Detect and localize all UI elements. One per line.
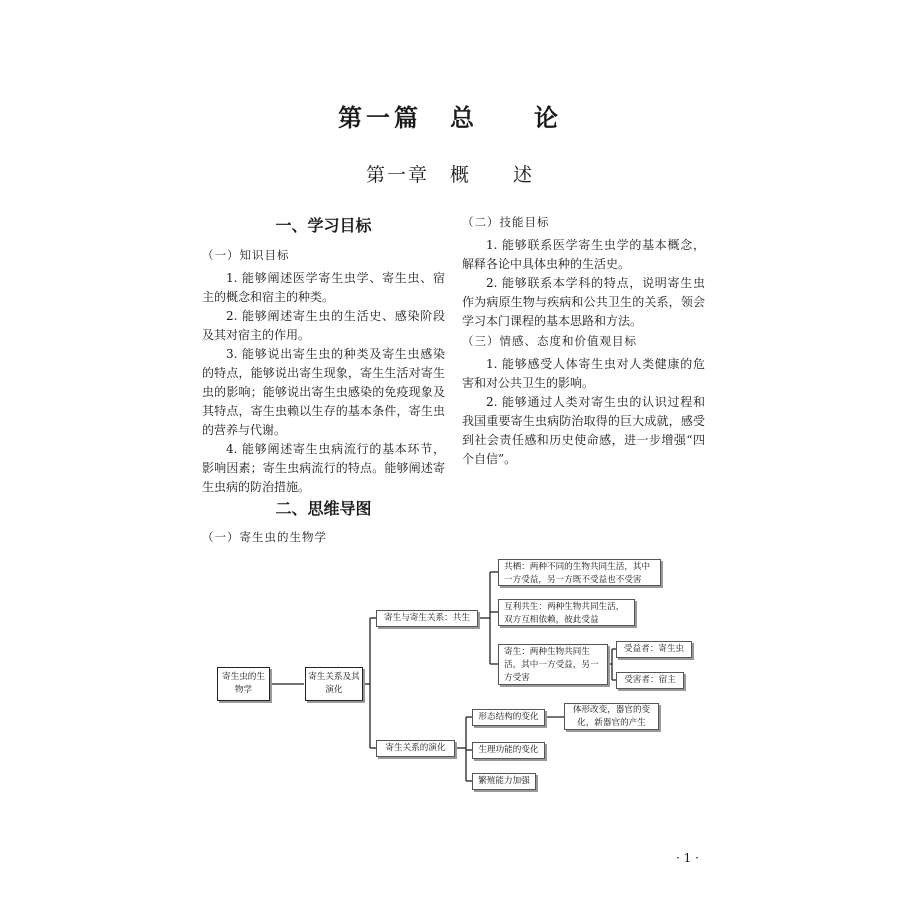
skill-item: 2. 能够联系本学科的特点，说明寄生虫作为病原生物与疾病和公共卫生的关系，领会学习本门课程的基本思路和方法。 <box>462 276 705 328</box>
knowledge-item: 4. 能够阐述寄生虫病流行的基本环节，影响因素；寄生虫病流行的特点。能够阐述寄生虫病的防治措施。 <box>202 442 445 494</box>
mindmap-commensalism-node: 共栖：两种不同的生物共同生活，其中一方受益，另一方既不受益也不受害 <box>498 559 661 586</box>
skill-item: 1. 能够联系医学寄生虫学的基本概念，解释各论中具体虫种的生活史。 <box>462 238 705 271</box>
section-learning-objectives-title: 一、学习目标 <box>275 216 372 235</box>
mindmap-evolution-node: 寄生关系的演化 <box>376 740 455 757</box>
affect-item: 1. 能够感受人体寄生虫对人类健康的危害和对公共卫生的影响。 <box>462 357 705 390</box>
knowledge-item: 3. 能够说出寄生虫的种类及寄生虫感染的特点，能够说出寄生现象，寄生生活对寄生虫的影响；能够说出寄生虫感染的免疫现象及其特点，寄生虫赖以生存的基本条件，寄生虫的营养与代谢。 <box>202 347 445 437</box>
mindmap-harmed-node: 受害者：宿主 <box>616 672 684 689</box>
part-title: 第一篇 总 论 <box>338 103 562 132</box>
affect-item: 2. 能够通过人类对寄生虫的认识过程和我国重要寄生虫病防治取得的巨大成就，感受到社会责任感和历史使命感，进一步增强“四个自信”。 <box>462 395 705 466</box>
mindmap-reproduction-node: 繁殖能力加强 <box>472 773 536 790</box>
mindmap-morphology-detail-node: 体形改变，器官的变化，新器官的产生 <box>564 703 659 730</box>
knowledge-item: 1. 能够阐述医学寄生虫学、寄生虫、宿主的概念和宿主的种类。 <box>202 271 445 304</box>
affect-objectives-heading: （三）情感、态度和价值观目标 <box>462 334 637 348</box>
mindmap-morphology-node: 形态结构的变化 <box>472 709 545 726</box>
mindmap-beneficiary-node: 受益者：寄生虫 <box>616 641 692 658</box>
chapter-title: 第一章 概 述 <box>365 164 534 186</box>
mindmap-mutualism-node: 互利共生：两种生物共同生活，双方互相依赖，彼此受益 <box>498 599 635 626</box>
mindmap-physiology-node: 生理功能的变化 <box>472 742 545 759</box>
mindmap-relation-evolution-node: 寄生关系及其演化 <box>305 667 363 701</box>
knowledge-objectives-heading: （一）知识目标 <box>202 248 290 262</box>
skill-objectives-heading: （二）技能目标 <box>462 215 550 229</box>
mindmap-parasitism-node: 寄生：两种生物共同生活，其中一方受益，另一方受害 <box>498 644 608 685</box>
mindmap-symbiosis-node: 寄生与寄生关系：共生 <box>376 610 478 627</box>
section-mindmap-title: 二、思维导图 <box>275 499 372 518</box>
biology-subheading: （一）寄生虫的生物学 <box>202 530 327 544</box>
mindmap-root-node: 寄生虫的生物学 <box>217 667 270 701</box>
knowledge-item: 2. 能够阐述寄生虫的生活史、感染阶段及其对宿主的作用。 <box>202 309 445 342</box>
page-number: · 1 · <box>676 851 699 865</box>
